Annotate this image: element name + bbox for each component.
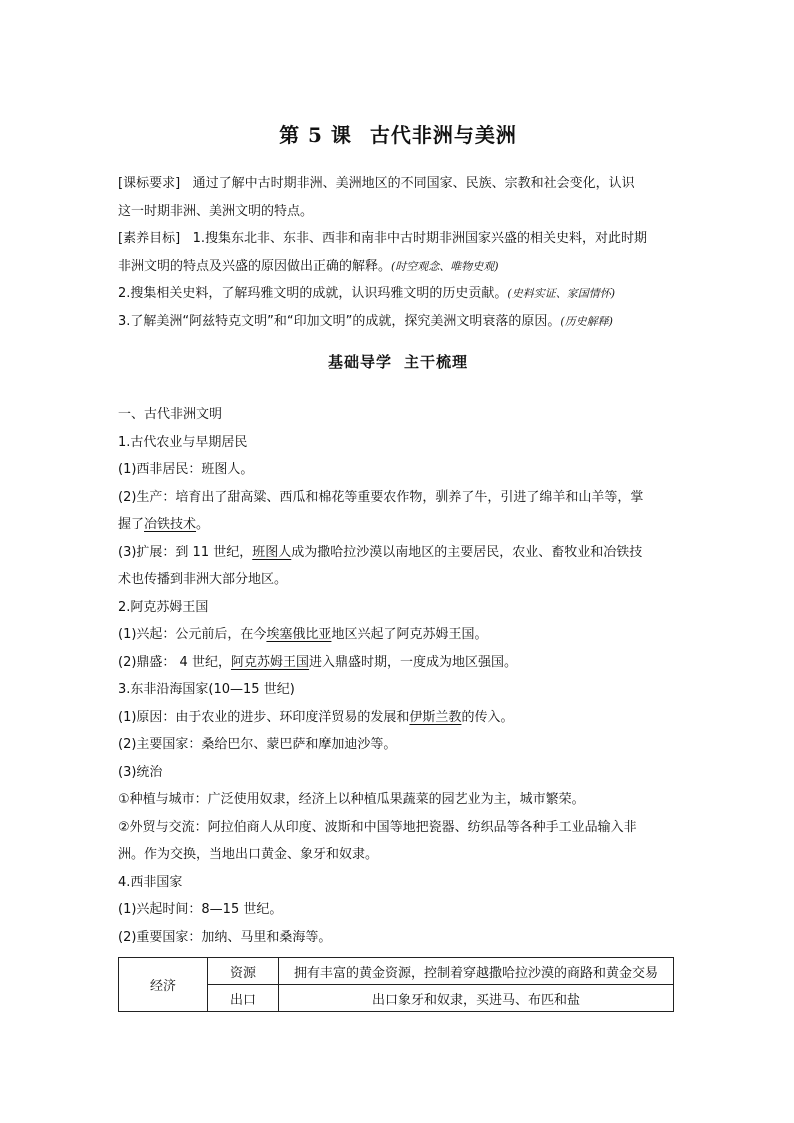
- s3-item-1: (1)原因：由于农业的进步、环印度洋贸易的发展和伊斯兰教的传入。: [118, 709, 514, 725]
- table-content-cell: 拥有丰富的黄金资源，控制着穿越撒哈拉沙漠的商路和黄金交易: [279, 958, 674, 985]
- keyword-underlined: 阿克苏姆王国: [230, 654, 309, 670]
- section-ancient-africa: [118, 401, 678, 951]
- lesson-title: [118, 120, 678, 150]
- keyword-underlined: 冶铁技术: [144, 517, 197, 532]
- subsection-3-heading: 3.东非沿海国家(10—15 世纪): [118, 682, 295, 697]
- s4-item-1: (1)兴起时间：8—15 世纪。: [118, 902, 283, 917]
- s2-item-2: (2)鼎盛： 4 世纪，阿克苏姆王国进入鼎盛时期，一度成为地区强国。: [118, 654, 517, 670]
- lesson-name: 古代非洲与美洲: [369, 123, 517, 147]
- table-row: [119, 958, 674, 985]
- requirement-line-2: 这一时期非洲、美洲文明的特点。: [118, 203, 314, 219]
- goal-1-note: (时空观念、唯物史观): [391, 259, 499, 273]
- s3-item-3: (3)统治: [118, 764, 163, 780]
- subsection-4-heading: 4.西非国家: [118, 874, 183, 890]
- keyword-underlined: 伊斯兰教: [409, 709, 462, 725]
- goal-1-line-1: [素养目标] 1.搜集东北非、东非、西非和南非中古时期非洲国家兴盛的相关史料，对此时期: [118, 231, 647, 246]
- lesson-number: 第 5 课: [279, 123, 352, 147]
- goal-2: 2.搜集相关史料，了解玛雅文明的成就，认识玛雅文明的历史贡献。(史料实证、家国情怀): [118, 286, 615, 301]
- s2-item-1: (1)兴起：公元前后，在今埃塞俄比亚地区兴起了阿克苏姆王国。: [118, 627, 488, 642]
- goal-3: 3.了解美洲“阿兹特克文明”和“印加文明”的成就，探究美洲文明衰落的原因。(历史解释): [118, 313, 613, 329]
- economy-table: [118, 957, 674, 1012]
- s1-item-2-line-1: (2)生产：培育出了甜高粱、西瓜和棉花等重要农作物，驯养了牛，引进了绵羊和山羊等，掌: [118, 489, 644, 505]
- goal-2-note: (史料实证、家国情怀): [507, 287, 615, 300]
- s3-item-5-line-1: ②外贸与交流：阿拉伯商人从印度、波斯和中国等地把瓷器、纺织品等各种手工业品输入非: [118, 819, 637, 835]
- keyword-underlined: 埃塞俄比亚: [266, 627, 332, 642]
- s1-item-2-line-2: 握了冶铁技术。: [118, 517, 210, 532]
- table-label-cell: 出口: [208, 985, 279, 1012]
- table-label-cell: 资源: [208, 958, 279, 985]
- subsection-2-heading: 2.阿克苏姆王国: [118, 599, 209, 615]
- table-category-cell: 经济: [119, 958, 208, 1012]
- s1-item-1: (1)西非居民：班图人。: [118, 462, 254, 477]
- s3-item-2: (2)主要国家：桑给巴尔、蒙巴萨和摩加迪沙等。: [118, 737, 397, 752]
- requirement-label: [课标要求]: [118, 176, 181, 191]
- s4-item-2: (2)重要国家：加纳、马里和桑海等。: [118, 929, 332, 945]
- keyword-underlined: 班图人: [252, 544, 292, 560]
- subsection-1-heading: 1.古代农业与早期居民: [118, 434, 248, 450]
- page-content: [118, 120, 678, 1012]
- requirement-line-1: [课标要求] 通过了解中古时期非洲、美洲地区的不同国家、民族、宗教和社会变化，认识: [118, 176, 635, 191]
- goal-3-note: (历史解释): [560, 314, 613, 328]
- goal-1-line-2: 非洲文明的特点及兴盛的原因做出正确的解释。(时空观念、唯物史观): [118, 258, 499, 274]
- goals-label: [素养目标]: [118, 231, 181, 246]
- s3-item-4: ①种植与城市：广泛使用奴隶，经济上以种植瓜果蔬菜的园艺业为主，城市繁荣。: [118, 792, 585, 807]
- intro-block: [118, 170, 678, 335]
- section-banner: [118, 349, 678, 379]
- section-heading: 一、古代非洲文明: [118, 407, 223, 422]
- s3-item-5-line-2: 洲。作为交换，当地出口黄金、象牙和奴隶。: [118, 847, 379, 862]
- banner-heading: 基础导学 主干梳理: [312, 349, 484, 377]
- s1-item-3-line-1: (3)扩展：到 11 世纪，班图人成为撒哈拉沙漠以南地区的主要居民，农业、畜牧业和冶铁技: [118, 544, 643, 560]
- table-content-cell: 出口象牙和奴隶，买进马、布匹和盐: [279, 985, 674, 1012]
- s1-item-3-line-2: 术也传播到非洲大部分地区。: [118, 572, 288, 587]
